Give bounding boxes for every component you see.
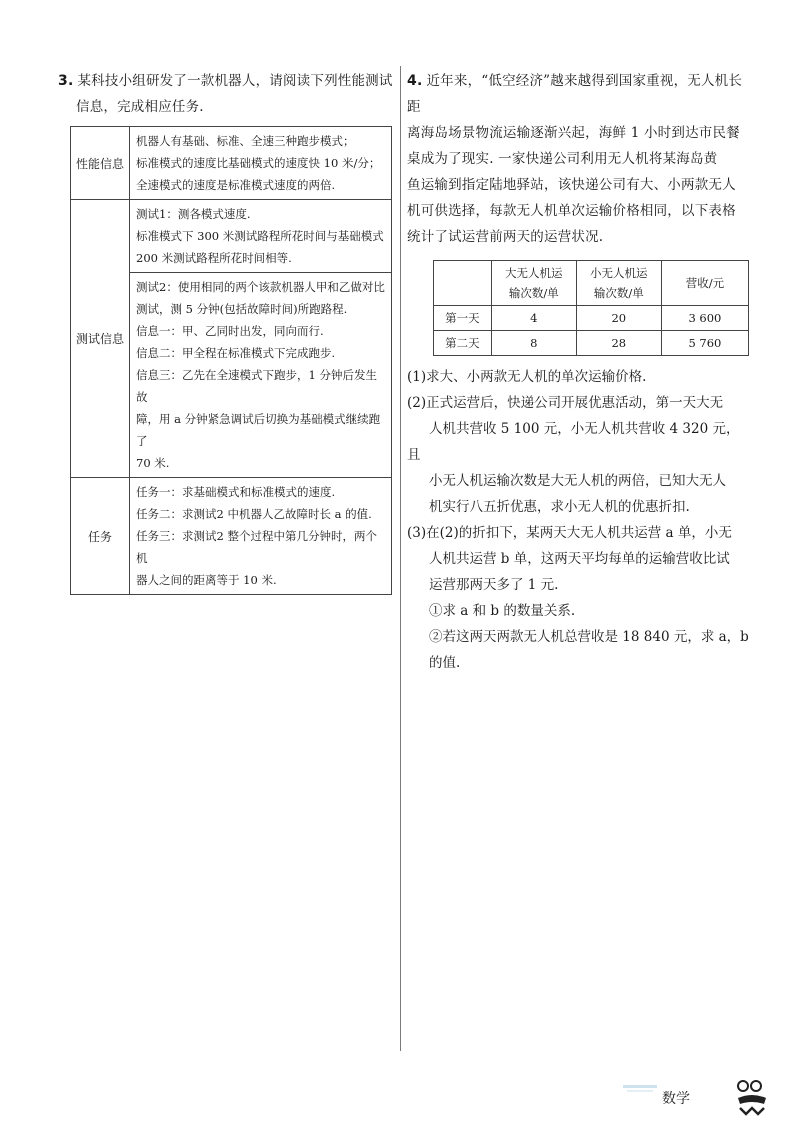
ops-header-corner [434,261,492,306]
q4-number: 4. [407,73,423,89]
footer-decoration [623,1082,657,1096]
question-3 [58,68,394,595]
q3-number: 3. [58,73,74,89]
test2-cell: 测试2：使用相同的两个该款机器人甲和乙做对比 测试，测 5 分钟(包括故障时间)所跑路程. 信息一：甲、乙同时出发，同向而行. 信息二：甲全程在标准模式下完成跑步. 信息三：乙先在全速模式下跑步，1 分钟后发生故 障，用 a 分钟紧急调试后切换为基础模式继续跑了 70 米. [130,273,392,478]
perf-cell: 机器人有基础、标准、全速三种跑步模式； 标准模式的速度比基础模式的速度快 10 米/分； 全速模式的速度是标准模式速度的两倍. [130,127,392,200]
table-row: 第一天 4 20 3 600 [434,306,749,331]
perf-row [71,127,392,200]
q4-ops-table [433,260,749,356]
footer-subject: 数学 [662,1091,690,1107]
publisher-logo-icon [734,1078,770,1116]
task-label: 任务 [71,478,130,595]
ops-header-small: 小无人机运 输次数/单 [576,261,661,306]
q4-part-2: (2)正式运营后，快递公司开展优惠活动，第一天大无 人机共营收 5 100 元，小无人机共营收 4 320 元，且 小无人机运输次数是大无人机的两倍，已知大无人 机实行八五折优惠，求小无人机的优惠折扣. [407,395,740,515]
q4-intro: 4. 近年来，“低空经济”越来越得到国家重视，无人机长距 离海岛场景物流运输逐渐兴起，海鲜 1 小时到达市民餐 桌成为了现实. 一家快递公司利用无人机将某海岛黄 鱼运输到指定陆地驿站，该快递公司有大、小两款无人 机可供选择，每款无人机单次运输价格相同，以下表格 统计了试运营前两天的运营状况. [407,73,743,245]
task-row [71,478,392,595]
ops-header-large: 大无人机运 输次数/单 [491,261,576,306]
task-cell: 任务一：求基础模式和标准模式的速度. 任务二：求测试2 中机器人乙故障时长 a 的值. 任务三：求测试2 整个过程中第几分钟时，两个机 器人之间的距离等于 10 米. [130,478,392,595]
q4-part-1: (1)求大、小两款无人机的单次运输价格. [407,369,647,385]
table-row: 第二天 8 28 5 760 [434,331,749,356]
q3-intro: 3. 某科技小组研发了一款机器人，请阅读下列性能测试 信息，完成相应任务. [58,73,393,115]
test-label: 测试信息 [71,200,130,478]
test1-row [71,200,392,273]
test1-cell: 测试1：测各模式速度. 标准模式下 300 米测试路程所花时间与基础模式 200 米测试路程所花时间相等. [130,200,392,273]
question-4 [407,68,749,676]
q4-part-3: (3)在(2)的折扣下，某两天大无人机共运营 a 单，小无 人机共运营 b 单，这两天平均每单的运输营收比试 运营那两天多了 1 元. ①求 a 和 b 的数量关系. ②若这两天两款无人机总营收是 18 840 元，求 a，b 的值. [407,525,749,671]
ops-header-revenue: 营收/元 [661,261,748,306]
perf-label: 性能信息 [71,127,130,200]
ops-header-row [434,261,749,306]
q3-info-table [70,126,392,595]
column-divider [400,66,401,1051]
